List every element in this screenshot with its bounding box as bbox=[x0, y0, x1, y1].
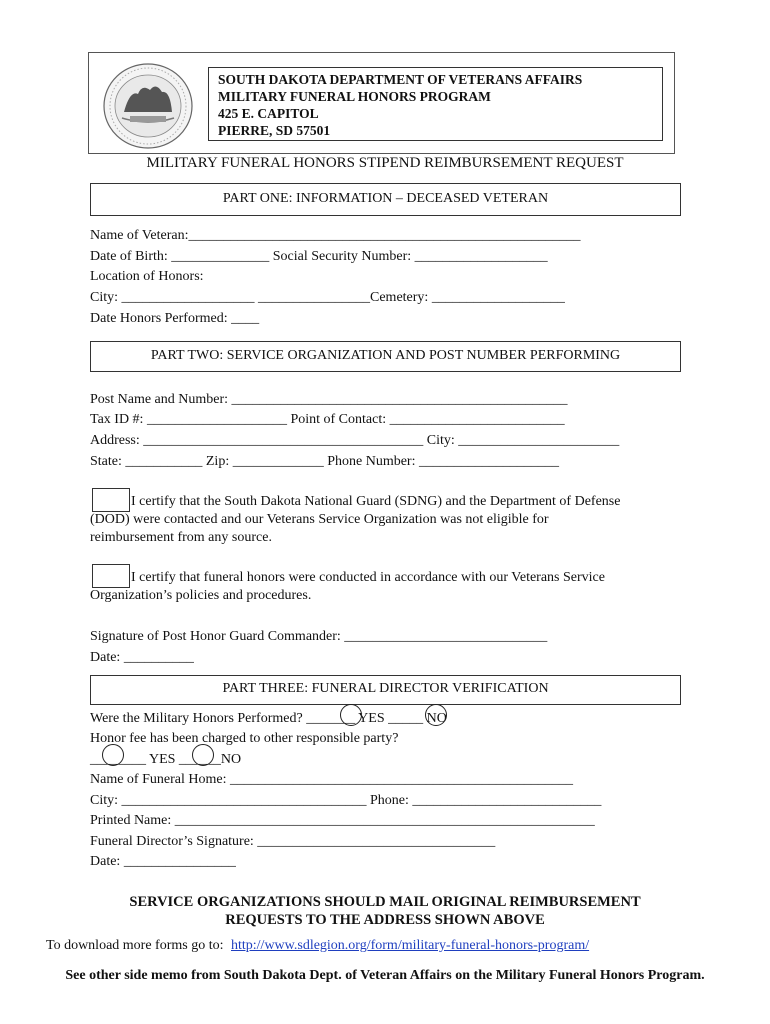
certify-sdng-checkbox[interactable] bbox=[92, 488, 130, 512]
tax-contact-field[interactable]: Tax ID #: ____________________ Point of Contact: _________________________ bbox=[90, 412, 565, 427]
director-date-field[interactable]: Date: ________________ bbox=[90, 854, 236, 869]
honors-no-circle[interactable] bbox=[425, 704, 447, 726]
certify-sdng-text-2: (DOD) were contacted and our Veterans Service Organization was not eligible for bbox=[90, 512, 549, 527]
address-line-2: MILITARY FUNERAL HONORS PROGRAM bbox=[218, 89, 491, 104]
certify-policies-checkbox[interactable] bbox=[92, 564, 130, 588]
director-signature-field[interactable]: Funeral Director’s Signature: __________________________________ bbox=[90, 834, 496, 849]
commander-date-field[interactable]: Date: __________ bbox=[90, 650, 194, 665]
address-line-4: PIERRE, SD 57501 bbox=[218, 123, 331, 138]
fee-no-circle[interactable] bbox=[192, 744, 214, 766]
part-three-heading: PART THREE: FUNERAL DIRECTOR VERIFICATION bbox=[90, 675, 681, 705]
honors-yes-circle[interactable] bbox=[340, 704, 362, 726]
city-cemetery-field[interactable]: City: ___________________ ________________Cemetery: ___________________ bbox=[90, 290, 565, 305]
part-two-heading: PART TWO: SERVICE ORGANIZATION AND POST NUMBER PERFORMING bbox=[90, 341, 681, 372]
address-line-3: 425 E. CAPITOL bbox=[218, 106, 319, 121]
funeral-home-field[interactable]: Name of Funeral Home: _________________________________________________ bbox=[90, 772, 573, 787]
city-phone-field[interactable]: City: ___________________________________ Phone: ___________________________ bbox=[90, 793, 602, 808]
certify-policies-text-2: Organization’s policies and procedures. bbox=[90, 588, 312, 603]
fee-charged-question: Honor fee has been charged to other responsible party? bbox=[90, 731, 399, 746]
fee-charged-answer[interactable]: ________ YES ______NO bbox=[90, 752, 242, 767]
mail-notice-line-1: SERVICE ORGANIZATIONS SHOULD MAIL ORIGINAL REIMBURSEMENT bbox=[129, 894, 641, 910]
commander-signature-field[interactable]: Signature of Post Honor Guard Commander: _____________________________ bbox=[90, 629, 548, 644]
certify-sdng-text-1: I certify that the South Dakota National Guard (SDNG) and the Department of Defense bbox=[131, 494, 621, 509]
download-link[interactable]: http://www.sdlegion.org/form/military-funeral-honors-program/ bbox=[231, 938, 590, 953]
location-label: Location of Honors: bbox=[90, 269, 204, 284]
memo-note: See other side memo from South Dakota Dept. of Veteran Affairs on the Military Funeral Honors Program. bbox=[65, 968, 705, 983]
dob-ssn-field[interactable]: Date of Birth: ______________ Social Security Number: ___________________ bbox=[90, 249, 548, 264]
state-zip-phone-field[interactable]: State: ___________ Zip: _____________ Phone Number: ____________________ bbox=[90, 454, 559, 469]
download-line bbox=[46, 938, 589, 954]
part-one-heading: PART ONE: INFORMATION – DECEASED VETERAN bbox=[90, 183, 681, 216]
printed-name-field[interactable]: Printed Name: ____________________________________________________________ bbox=[90, 813, 595, 828]
certify-sdng-text-3: reimbursement from any source. bbox=[90, 530, 272, 545]
fee-yes-circle[interactable] bbox=[102, 744, 124, 766]
address-line-1: SOUTH DAKOTA DEPARTMENT OF VETERANS AFFAIRS bbox=[218, 72, 583, 87]
address-city-field[interactable]: Address: ________________________________________ City: _______________________ bbox=[90, 433, 620, 448]
mail-notice-line-2: REQUESTS TO THE ADDRESS SHOWN ABOVE bbox=[225, 912, 545, 928]
date-performed-field[interactable]: Date Honors Performed: ____ bbox=[90, 311, 260, 326]
form-title: MILITARY FUNERAL HONORS STIPEND REIMBURSEMENT REQUEST bbox=[146, 155, 624, 171]
post-name-field[interactable]: Post Name and Number: ________________________________________________ bbox=[90, 392, 568, 407]
department-seal bbox=[100, 60, 200, 150]
veteran-name-field[interactable]: Name of Veteran:________________________________________________________ bbox=[90, 228, 581, 243]
honors-performed-question[interactable]: Were the Military Honors Performed? _______ YES _____ NO bbox=[90, 711, 447, 726]
download-label: To download more forms go to: bbox=[46, 938, 224, 953]
certify-policies-text-1: I certify that funeral honors were conducted in accordance with our Veterans Service bbox=[131, 570, 605, 585]
